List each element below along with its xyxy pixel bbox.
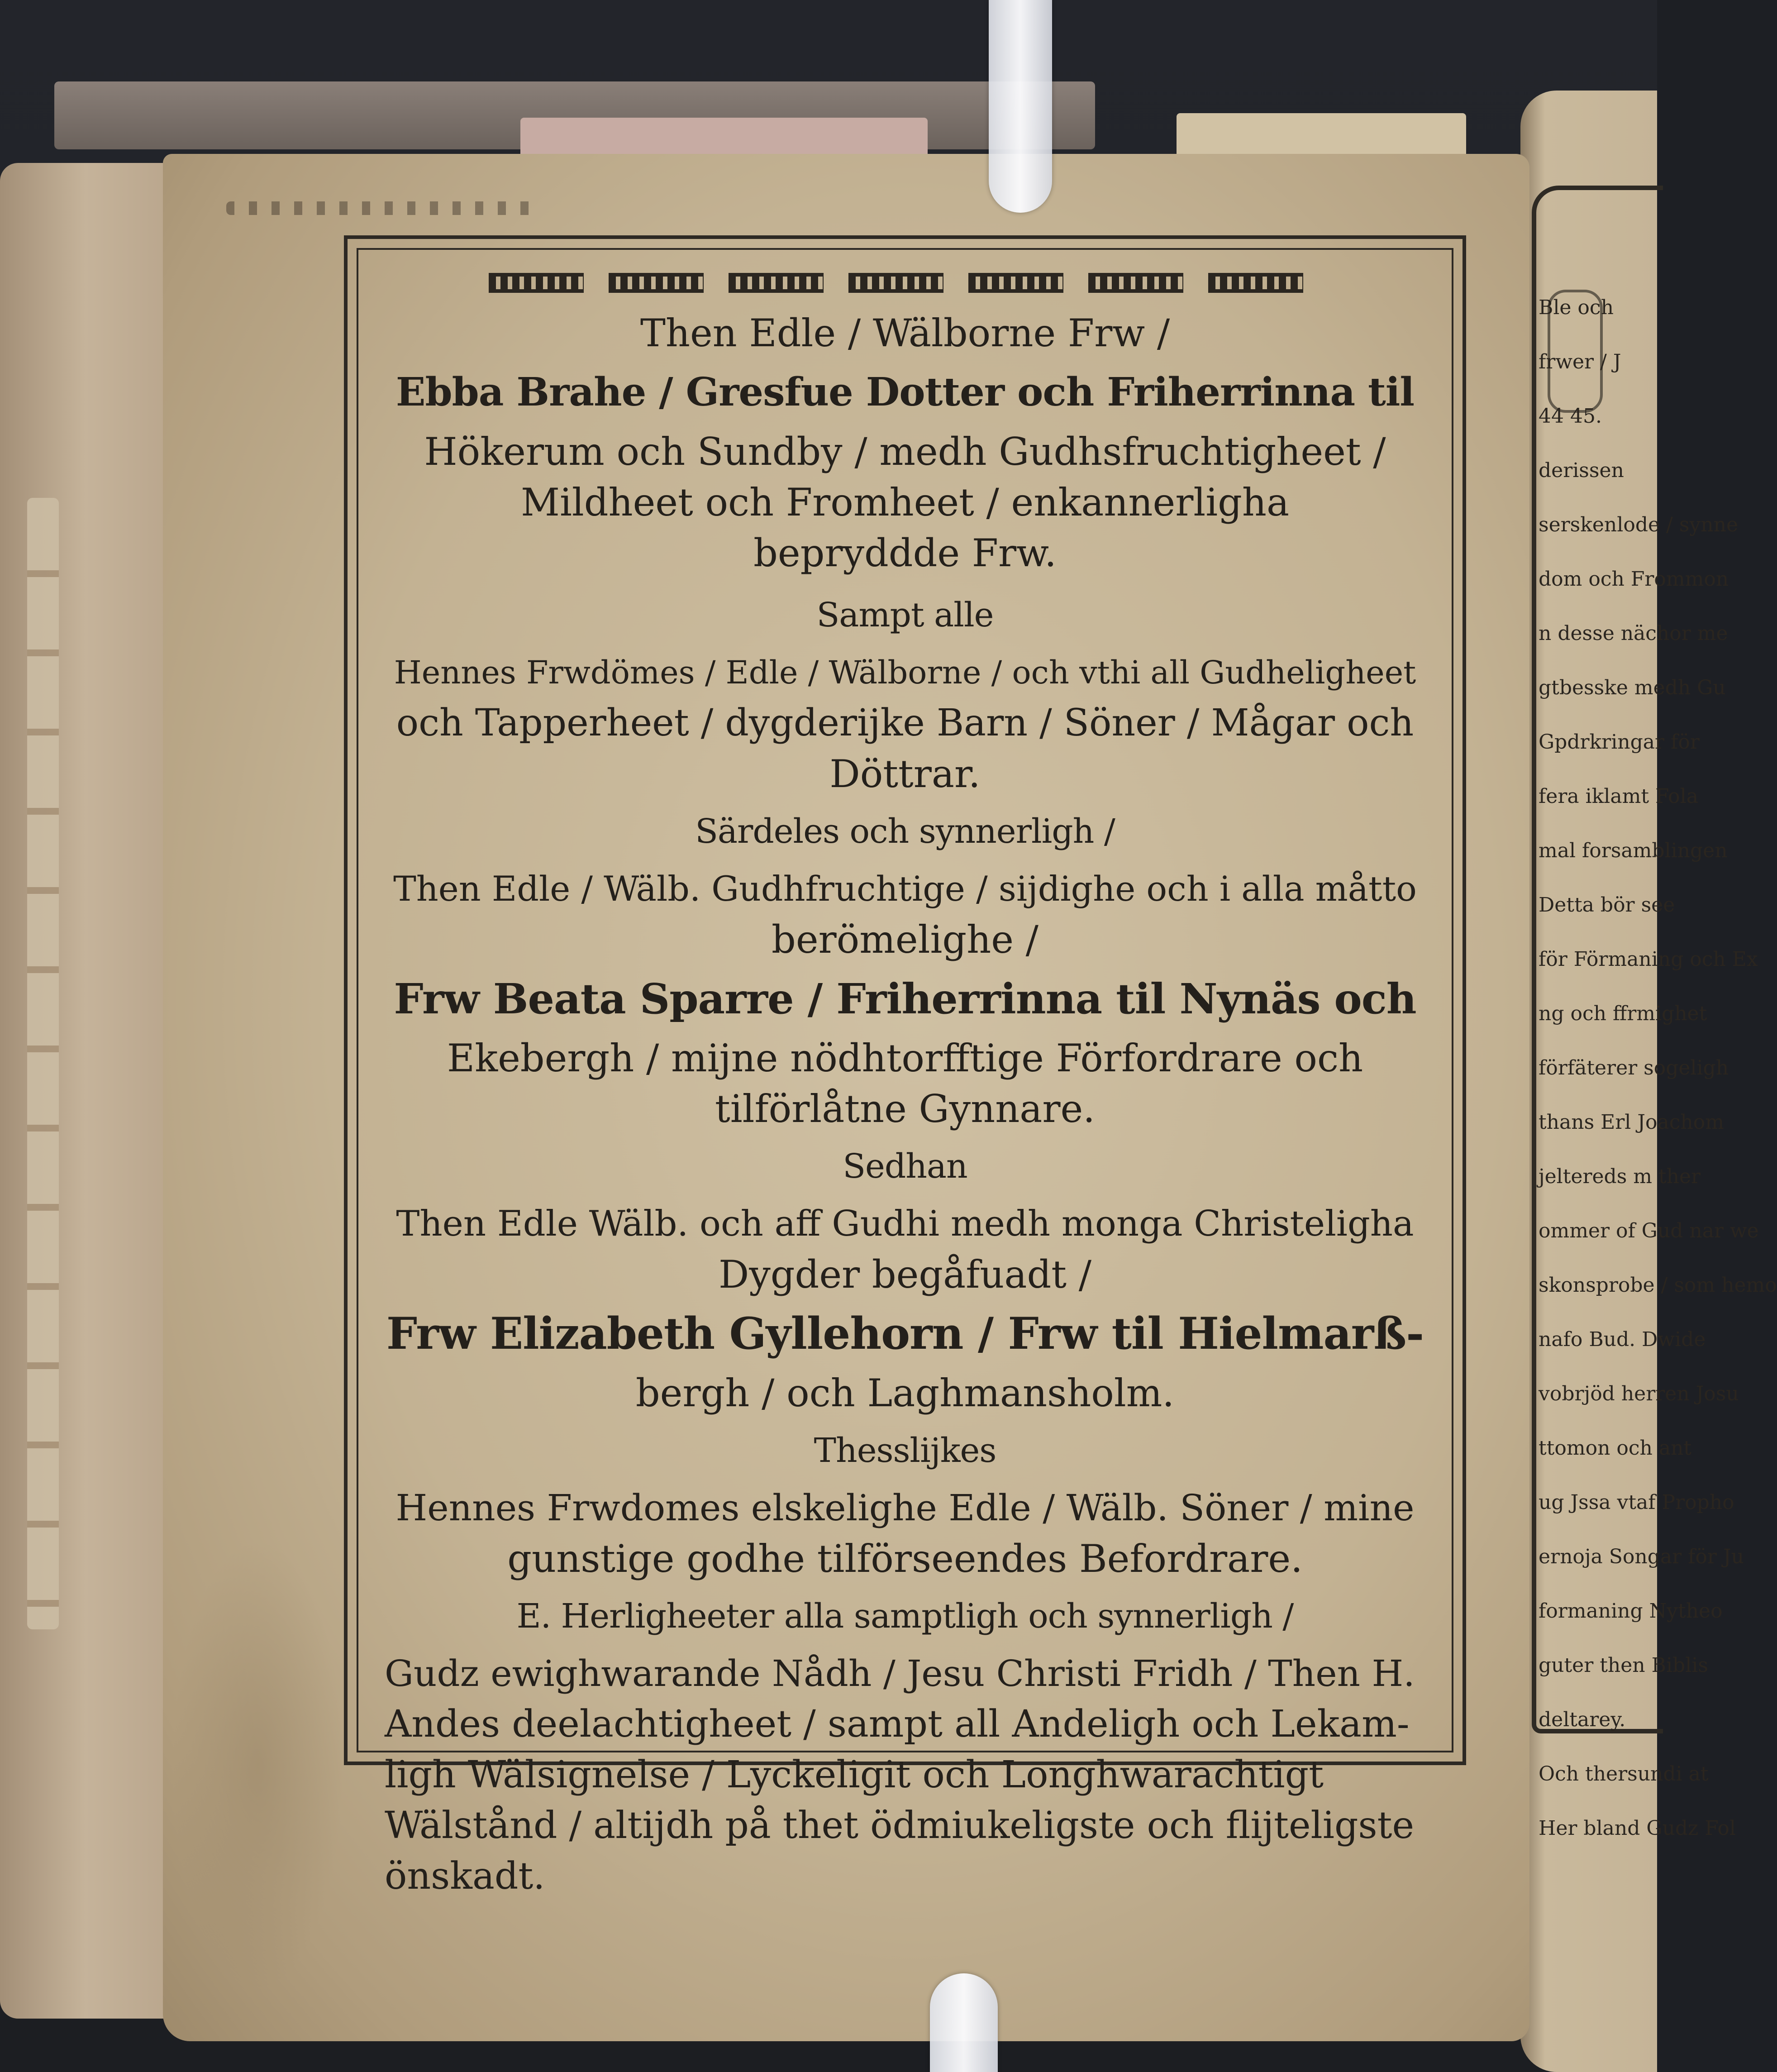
facing-line: ug Jssa vtaf Propho [1539,1491,1734,1514]
facing-line: deltarey. [1539,1708,1626,1731]
dedication-line: Hennes Frwdomes elskelighe Edle / Wälb. Söner / mine [395,1487,1415,1529]
dedication-line: Ekebergh / mijne nödhtorfftige Förfordrare och [447,1036,1363,1080]
facing-line: Detta bör see [1539,893,1675,917]
facing-line: Och thersundi at [1539,1762,1709,1786]
dedication-line: berömelighe / [772,917,1039,962]
facing-line: Her bland Gudz Fol [1539,1817,1736,1840]
dedication-line: gunstige godhe tilförseendes Befordrare. [507,1537,1303,1581]
dedication-text [371,308,1439,1902]
facing-line: thans Erl Joachom [1539,1111,1724,1134]
ornament-band [489,265,1303,301]
facing-line: ommer of Gud nar we [1539,1219,1759,1242]
facing-line: gtbesske medh Gu [1539,676,1726,699]
facing-line: fera iklamt Fola [1539,785,1698,808]
ornament-piece [609,273,704,293]
page-clip-bottom [930,1973,998,2072]
facing-line: för Förmaning och Ex [1539,948,1758,971]
dedication-heading: Frw Elizabeth Gyllehorn / Frw til Hielmarß- [386,1308,1424,1359]
greeting-line: önskadt. [385,1855,545,1898]
left-page-fragments [27,498,59,1629]
greeting-line: Gudz ewighwarande Nådh / Jesu Christi Fridh / Then H. [385,1652,1415,1695]
dedication-line: och Tapperheet / dygderijke Barn / Söner / Mågar och [396,702,1414,745]
dedication-line: E. Herligheeter alla samptligh och synnerligh / [516,1597,1294,1636]
dedication-line: Thesslijkes [814,1431,996,1470]
ornament-piece [968,273,1063,293]
facing-page-text [1539,281,1777,1856]
dedication-line: Hökerum och Sundby / medh Gudhsfruchtigheet / [424,430,1386,474]
ornament-piece [1088,273,1183,293]
dedication-line: Mildheet och Fromheet / enkannerligha [520,480,1290,525]
facing-line: jeltereds m ther [1539,1165,1701,1188]
ornament-piece [1208,273,1303,293]
ornament-piece [848,273,943,293]
facing-line: 44 45. [1539,405,1602,428]
facing-line: formaning Nytheo [1539,1599,1723,1623]
ornament-piece [729,273,824,293]
dedication-line: Then Edle Wälb. och aff Gudhi medh monga Christeligha [396,1203,1414,1244]
greeting-line: ligh Wälsignelse / Lyckeligit och Longhwarachtigt [385,1753,1324,1796]
ornament-piece [489,273,584,293]
facing-line: derissen [1539,459,1624,482]
facing-line: serskenlode / synne [1539,513,1738,536]
dedication-line: Särdeles och synnerligh / [695,812,1115,851]
facing-line: guter then Biblis [1539,1654,1708,1677]
facing-line: ng och ffrmighet [1539,1002,1707,1025]
facing-line: frwer / J [1539,350,1621,373]
greeting-line: Andes deelachtigheet / sampt all Andeligh och Lekam- [385,1703,1410,1746]
greeting-line: Wälstånd / altijdh på thet ödmiukeligste och flijteligste [385,1804,1415,1847]
dedication-heading: Frw Beata Sparre / Friherrinna til Nynäs och [394,974,1416,1023]
facing-line: nafo Bud. Dwide [1539,1328,1706,1351]
facing-line: vobrjöd herren Josu [1539,1382,1739,1405]
facing-line: ernoja Songar för Ju [1539,1545,1744,1568]
facing-line: förfäterer sogeligh [1539,1056,1729,1079]
dedication-line: Sedhan [843,1147,967,1186]
dedication-line: bergh / och Laghmansholm. [635,1371,1175,1415]
dedication-line: bepryddde Frw. [753,531,1057,575]
dedication-line: Sampt alle [816,596,994,635]
facing-line: dom och Frommon [1539,568,1729,591]
dedication-line: tilförlåtne Gynnare. [715,1087,1095,1131]
facing-line: mal forsamblingen [1539,839,1728,862]
dedication-line: Then Edle / Wälb. Gudhfruchtige / sijdighe och i alla måtto [393,869,1417,909]
marginal-handwriting [226,201,543,215]
dedication-line: Döttrar. [829,752,981,796]
facing-line: Gpdrkringar för [1539,730,1700,754]
dedication-line: Dygder begåfuadt / [718,1252,1092,1297]
facing-line: Ble och [1539,296,1614,319]
dedication-line: Then Edle / Wälborne Frw / [640,311,1170,355]
facing-line: ttomon och ant [1539,1437,1692,1460]
facing-line: n desse nächor me [1539,622,1728,645]
dedication-line: Hennes Frwdömes / Edle / Wälborne / och vthi all Gudheligheet [394,654,1416,691]
page-clip-top [989,0,1052,213]
facing-line: skonsprobe / som hemo [1539,1274,1777,1297]
dedication-heading: Ebba Brahe / Gresfue Dotter och Friherrinna til [395,369,1415,415]
page-stain [172,1539,344,1991]
